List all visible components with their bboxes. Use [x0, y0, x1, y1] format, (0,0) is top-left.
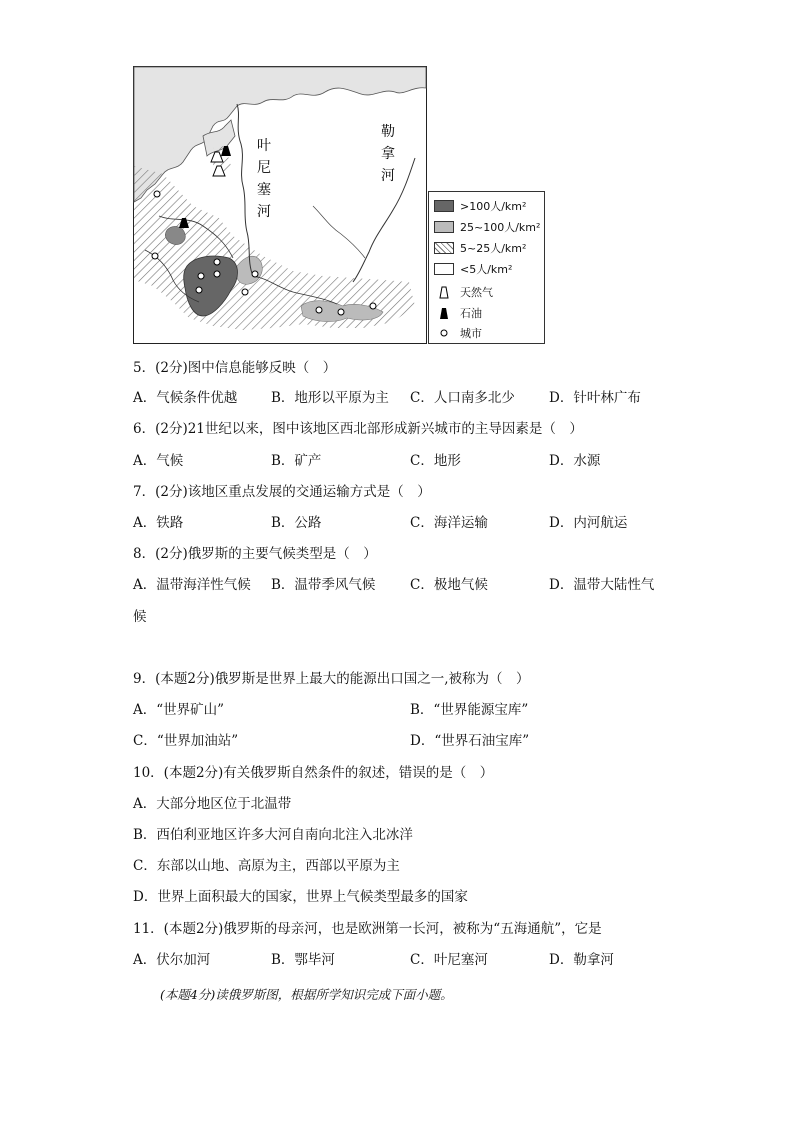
population-density-map: [133, 66, 427, 344]
density-swatch-low: [434, 242, 454, 254]
question-8-option-a[interactable]: A．温带海洋性气候: [133, 577, 251, 593]
question-11-option-c[interactable]: C．叶尼塞河: [410, 952, 488, 968]
question-7-option-d[interactable]: D．内河航运: [549, 515, 628, 531]
legend-item: 石油: [434, 305, 482, 321]
map-legend: [428, 191, 545, 344]
question-9-stem: 9．(本题2分)俄罗斯是世界上最大的能源出口国之一,被称为（ ）: [133, 671, 530, 687]
question-6-option-b[interactable]: B．矿产: [271, 453, 322, 469]
question-11-option-d[interactable]: D．勒拿河: [549, 952, 614, 968]
question-6-stem: 6．(2分)21世纪以来，图中该地区西北部形成新兴城市的主导因素是（ ）: [133, 421, 583, 437]
legend-item: >100人/km²: [434, 198, 526, 214]
question-11-option-b[interactable]: B．鄂毕河: [271, 952, 335, 968]
question-11-stem: 11．(本题2分)俄罗斯的母亲河，也是欧洲第一长河，被称为“五海通航”，它是: [133, 921, 602, 937]
question-10-option-d[interactable]: D．世界上面积最大的国家，世界上气候类型最多的国家: [133, 889, 468, 905]
question-5-option-a[interactable]: A．气候条件优越: [133, 390, 238, 406]
density-swatch-medium: [434, 221, 454, 233]
question-8-option-d[interactable]: D．温带大陆性气: [549, 577, 655, 593]
density-swatch-sparse: [434, 263, 454, 275]
question-6-option-c[interactable]: C．地形: [410, 453, 461, 469]
question-8-stem: 8．(2分)俄罗斯的主要气候类型是（ ）: [133, 546, 377, 562]
question-10-stem: 10．(本题2分)有关俄罗斯自然条件的叙述，错误的是（ ）: [133, 765, 494, 781]
question-9-option-c[interactable]: C．“世界加油站”: [133, 733, 239, 749]
legend-item: 5~25人/km²: [434, 240, 526, 256]
question-6-option-a[interactable]: A．气候: [133, 453, 184, 469]
legend-item: 25~100人/km²: [434, 219, 540, 235]
question-9-option-d[interactable]: D．“世界石油宝库”: [410, 733, 530, 749]
river-label-yenisei: 叶尼塞河: [257, 138, 271, 220]
question-8-option-d-wrap: 候: [133, 609, 147, 625]
question-11-option-a[interactable]: A．伏尔加河: [133, 952, 211, 968]
legend-item: 天然气: [434, 284, 493, 300]
question-8-option-b[interactable]: B．温带季风气候: [271, 577, 376, 593]
city-icon: [434, 326, 454, 340]
legend-item: 城市: [434, 325, 482, 341]
question-8-option-c[interactable]: C．极地气候: [410, 577, 488, 593]
question-5-stem: 5．(2分)图中信息能够反映（ ）: [133, 360, 337, 376]
question-10-option-c[interactable]: C．东部以山地、高原为主，西部以平原为主: [133, 858, 400, 874]
density-swatch-high: [434, 200, 454, 212]
river-label-lena: 勒拿河: [381, 124, 395, 184]
question-7-stem: 7．(2分)该地区重点发展的交通运输方式是（ ）: [133, 484, 431, 500]
gas-icon: [434, 285, 454, 299]
question-9-option-b[interactable]: B．“世界能源宝库”: [410, 702, 529, 718]
question-7-option-c[interactable]: C．海洋运输: [410, 515, 488, 531]
question-5-option-b[interactable]: B．地形以平原为主: [271, 390, 389, 406]
question-5-option-c[interactable]: C．人口南多北少: [410, 390, 515, 406]
legend-item: <5人/km²: [434, 261, 512, 277]
question-9-option-a[interactable]: A．“世界矿山”: [133, 702, 225, 718]
question-10-option-b[interactable]: B．西伯利亚地区许多大河自南向北注入北冰洋: [133, 827, 413, 843]
oil-icon: [434, 306, 454, 320]
question-10-option-a[interactable]: A．大部分地区位于北温带: [133, 796, 292, 812]
question-7-option-a[interactable]: A．铁路: [133, 515, 184, 531]
section-note: (本题4分)读俄罗斯图，根据所学知识完成下面小题。: [160, 987, 453, 1002]
question-5-option-d[interactable]: D．针叶林广布: [549, 390, 641, 406]
question-6-option-d[interactable]: D．水源: [549, 453, 601, 469]
question-7-option-b[interactable]: B．公路: [271, 515, 322, 531]
